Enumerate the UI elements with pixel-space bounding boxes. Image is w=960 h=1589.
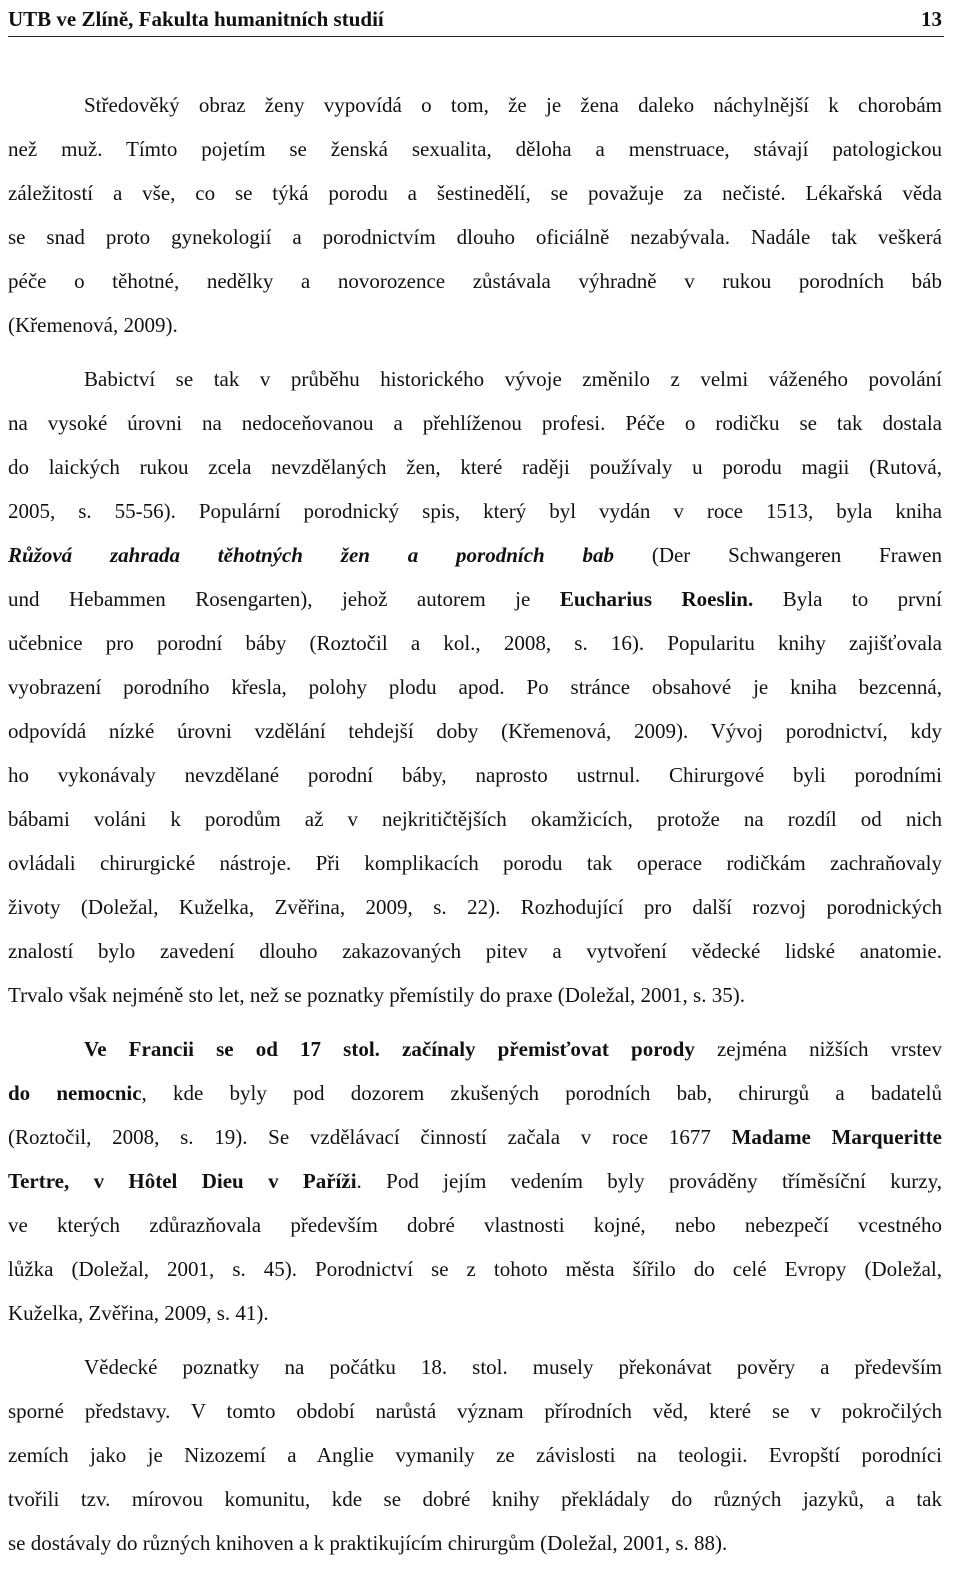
text-line	[8, 1077, 942, 1109]
text-run: ho vykonávaly nevzdělané porodní báby, naprosto ustrnul. Chirurgové byli porodními	[8, 763, 942, 787]
text-run: životy (Doležal, Kuželka, Zvěřina, 2009, s. 22). Rozhodující pro další rozvoj porodnických	[8, 895, 942, 919]
emphasized-text-run: do nemocnic	[8, 1081, 142, 1105]
text-line	[8, 891, 942, 923]
text-run: ve kterých zdůrazňovala především dobré vlastnosti kojné, nebo nebezpečí vcestného	[8, 1213, 942, 1237]
text-run: (Der Schwangeren Frawen	[614, 543, 943, 567]
text-line	[8, 1395, 942, 1427]
text-run: péče o těhotné, nedělky a novorozence zůstávala výhradně v rukou porodních báb	[8, 269, 942, 293]
text-line	[8, 847, 942, 879]
text-run: lůžka (Doležal, 2001, s. 45). Porodnictví se z tohoto města šířilo do celé Evropy (Doležal,	[8, 1257, 942, 1281]
text-line	[8, 407, 942, 439]
text-line	[8, 627, 942, 659]
text-line	[8, 935, 942, 967]
text-run: und Hebammen Rosengarten), jehož autorem je	[8, 587, 560, 611]
text-run: než muž. Tímto pojetím se ženská sexualita, děloha a menstruace, stávají patologickou	[8, 137, 942, 161]
text-run: Trvalo však nejméně sto let, než se poznatky přemístily do praxe (Doležal, 2001, s. 35).	[8, 983, 745, 1007]
text-line	[8, 583, 942, 615]
text-run: se dostávaly do různých knihoven a k praktikujícím chirurgům (Doležal, 2001, s. 88).	[8, 1531, 728, 1555]
emphasized-text-run: Růžová zahrada těhotných žen a porodních bab	[8, 543, 615, 567]
text-line	[8, 1209, 942, 1241]
text-line	[8, 221, 942, 253]
text-line	[84, 1033, 942, 1065]
text-line	[8, 1483, 942, 1515]
text-run: sporné představy. V tomto období narůstá význam přírodních věd, které se v pokročilých	[8, 1399, 942, 1423]
text-run: 2005, s. 55-56). Populární porodnický spis, který byl vydán v roce 1513, byla kniha	[8, 499, 942, 523]
text-run: znalostí bylo zavedení dlouho zakazovaných pitev a vytvoření vědecké lidské anatomie.	[8, 939, 942, 963]
emphasized-text-run: Tertre, v Hôtel Dieu v Paříži	[8, 1169, 357, 1193]
text-line	[8, 715, 942, 747]
text-line	[8, 1121, 942, 1153]
text-run: do laických rukou zcela nevzdělaných žen, které raději používaly u porodu magii (Rutová,	[8, 455, 942, 479]
text-run: odpovídá nízké úrovni vzdělání tehdejší doby (Křemenová, 2009). Vývoj porodnictví, kdy	[8, 719, 942, 743]
text-run: ovládali chirurgické nástroje. Při komplikacích porodu tak operace rodičkám zachraňovaly	[8, 851, 942, 875]
text-line	[84, 363, 942, 395]
text-line	[8, 759, 942, 791]
text-run: (Křemenová, 2009).	[8, 313, 178, 337]
text-run: na vysoké úrovni na nedoceňovanou a přehlíženou profesi. Péče o rodičku se tak dostala	[8, 411, 942, 435]
text-run: , kde byly pod dozorem zkušených porodních bab, chirurgů a badatelů	[141, 1081, 942, 1105]
text-line	[8, 133, 942, 165]
text-run: záležitostí a vše, co se týká porodu a šestinedělí, se považuje za nečisté. Lékařská věda	[8, 181, 942, 205]
text-run: zemích jako je Nizozemí a Anglie vymanily ze závislosti na teologii. Evropští porodníci	[8, 1443, 942, 1467]
emphasized-text-run: Eucharius Roeslin.	[559, 587, 754, 611]
text-run: se snad proto gynekologií a porodnictvím dlouho oficiálně nezabývala. Nadále tak veškerá	[8, 225, 942, 249]
page-number: 13	[921, 7, 942, 31]
emphasized-text-run: Madame Marqueritte	[731, 1125, 942, 1149]
text-line	[84, 1351, 942, 1383]
text-line	[8, 1297, 942, 1329]
text-run: (Roztočil, 2008, s. 19). Se vzdělávací činností začala v roce 1677	[8, 1125, 732, 1149]
text-line	[8, 1165, 942, 1197]
text-run: Vědecké poznatky na počátku 18. stol. musely překonávat pověry a především	[84, 1355, 942, 1379]
text-line	[8, 539, 942, 571]
text-line	[8, 1527, 942, 1559]
text-run: bábami voláni k porodům až v nejkritičtějších okamžicích, protože na rozdíl od nich	[8, 807, 942, 831]
text-run: Babictví se tak v průběhu historického vývoje změnilo z velmi váženého povolání	[84, 367, 942, 391]
emphasized-text-run: Ve Francii se od 17 stol. začínaly přemisťovat porody	[84, 1037, 695, 1061]
text-run: Kuželka, Zvěřina, 2009, s. 41).	[8, 1301, 269, 1325]
header-title: UTB ve Zlíně, Fakulta humanitních studií	[8, 7, 384, 31]
text-run: Středověký obraz ženy vypovídá o tom, že je žena daleko náchylnější k chorobám	[84, 93, 942, 117]
text-line	[8, 1253, 942, 1285]
text-line	[8, 803, 942, 835]
text-line	[8, 451, 942, 483]
text-run: Byla to první	[753, 587, 943, 611]
text-line	[8, 177, 942, 209]
text-line	[8, 309, 942, 341]
text-line	[8, 495, 942, 527]
text-line	[8, 671, 942, 703]
text-run: učebnice pro porodní báby (Roztočil a kol., 2008, s. 16). Popularitu knihy zajišťovala	[8, 631, 942, 655]
text-line	[8, 979, 942, 1011]
text-line	[84, 89, 942, 121]
text-run: tvořili tzv. mírovou komunitu, kde se dobré knihy překládaly do různých jazyků, a tak	[8, 1487, 942, 1511]
text-line	[8, 1439, 942, 1471]
text-run: . Pod jejím vedením byly prováděny tříměsíční kurzy,	[356, 1169, 942, 1193]
text-run: vyobrazení porodního křesla, polohy plodu apod. Po stránce obsahové je kniha bezcenná,	[8, 675, 942, 699]
text-run: zejména nižších vrstev	[694, 1037, 942, 1061]
running-header	[8, 2, 944, 37]
text-line	[8, 265, 942, 297]
